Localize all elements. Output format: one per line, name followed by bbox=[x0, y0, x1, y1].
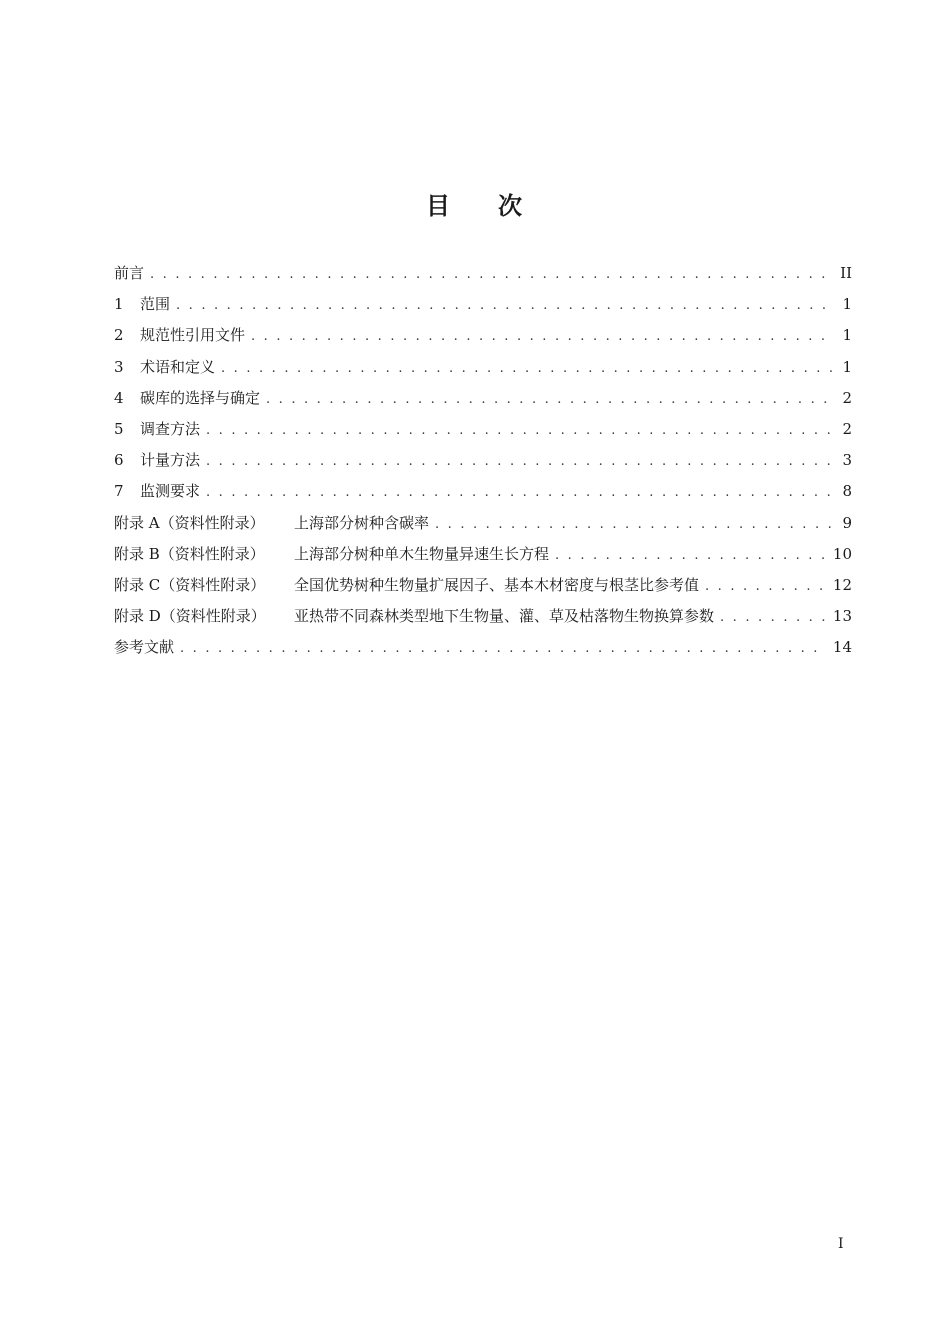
toc-dot-leader bbox=[266, 392, 832, 407]
toc-entry-number: 7 bbox=[114, 482, 124, 501]
toc-title-char-1: 目 bbox=[426, 192, 452, 220]
toc-entry-appendix: 附录 A（资料性附录） bbox=[114, 513, 265, 532]
toc-entry-number: 2 bbox=[114, 326, 124, 345]
toc-entry[interactable] bbox=[114, 262, 852, 293]
toc-entry-page: 1 bbox=[842, 295, 852, 314]
toc-title bbox=[0, 186, 950, 221]
toc-dot-leader bbox=[221, 361, 832, 376]
toc-entry[interactable] bbox=[114, 636, 852, 667]
toc-entry-text: 调查方法 bbox=[140, 419, 201, 438]
toc-entry-label bbox=[114, 262, 144, 283]
toc-entry-number: 5 bbox=[114, 419, 124, 438]
toc-entry[interactable] bbox=[114, 449, 852, 480]
toc-entry-number: 6 bbox=[114, 451, 124, 470]
toc-dot-leader bbox=[180, 641, 827, 656]
toc-entry-page: 2 bbox=[842, 419, 852, 438]
toc-entry-page: 12 bbox=[832, 575, 852, 594]
toc-entry-label bbox=[114, 324, 245, 345]
toc-entry-text: 上海部分树种单木生物量异速生长方程 bbox=[294, 544, 550, 563]
page-number: I bbox=[838, 1236, 844, 1252]
toc-entry[interactable] bbox=[114, 574, 852, 605]
toc-entry-number: 4 bbox=[114, 388, 124, 407]
toc-dot-leader bbox=[555, 548, 827, 563]
toc-entry[interactable] bbox=[114, 418, 852, 449]
toc-dot-leader bbox=[705, 579, 827, 594]
toc-entry-text: 全国优势树种生物量扩展因子、基本木材密度与根茎比参考值 bbox=[294, 575, 700, 594]
toc-entry-text: 术语和定义 bbox=[140, 357, 216, 376]
toc-entry-page: 2 bbox=[842, 388, 852, 407]
toc-entry-text: 规范性引用文件 bbox=[140, 326, 246, 345]
toc-entry[interactable] bbox=[114, 543, 852, 574]
toc-entry-appendix: 附录 C（资料性附录） bbox=[114, 575, 266, 594]
toc-entry-label bbox=[114, 387, 260, 408]
toc-entry-label bbox=[114, 449, 200, 470]
toc-entry-page: 1 bbox=[842, 357, 852, 376]
toc-dot-leader bbox=[206, 454, 832, 469]
toc-entry-label bbox=[114, 418, 200, 439]
toc-entry[interactable] bbox=[114, 605, 852, 636]
toc-entry-number: 1 bbox=[114, 295, 124, 314]
toc-entry[interactable] bbox=[114, 387, 852, 418]
toc-dot-leader bbox=[176, 298, 832, 313]
toc-entry-text: 参考文献 bbox=[114, 638, 175, 657]
toc-entry-page: 3 bbox=[842, 451, 852, 470]
toc-entry-number: 3 bbox=[114, 357, 124, 376]
toc-entry-text: 监测要求 bbox=[140, 482, 201, 501]
toc-entry[interactable] bbox=[114, 356, 852, 387]
toc-entry[interactable] bbox=[114, 480, 852, 511]
toc-entry-page: 8 bbox=[842, 482, 852, 501]
toc-entry-text: 计量方法 bbox=[140, 451, 201, 470]
toc-entry-label bbox=[114, 512, 429, 533]
toc-entry-label bbox=[114, 293, 170, 314]
toc-entry-text: 上海部分树种含碳率 bbox=[294, 513, 430, 532]
toc-dot-leader bbox=[206, 423, 832, 438]
toc-entry-appendix: 附录 D（资料性附录） bbox=[114, 607, 266, 626]
toc-title-char-2: 次 bbox=[498, 192, 524, 220]
toc-entry-page: 10 bbox=[832, 544, 852, 563]
toc-dot-leader bbox=[206, 485, 832, 500]
toc-entry-text: 范围 bbox=[140, 295, 171, 314]
toc-entry-text: 碳库的选择与确定 bbox=[140, 388, 261, 407]
toc-entry[interactable] bbox=[114, 324, 852, 355]
toc-entry-label bbox=[114, 356, 215, 377]
toc-dot-leader bbox=[150, 267, 832, 282]
toc-dot-leader bbox=[435, 517, 832, 532]
toc-entry-page: 13 bbox=[832, 607, 852, 626]
toc-entry-page: II bbox=[840, 264, 852, 282]
toc-dot-leader bbox=[251, 329, 832, 344]
toc-dot-leader bbox=[720, 610, 827, 625]
toc-entry-label bbox=[114, 605, 714, 626]
toc-entry-label bbox=[114, 636, 174, 657]
toc-entry-label bbox=[114, 543, 549, 564]
toc-entry-text: 前言 bbox=[114, 264, 145, 282]
toc-entry-page: 14 bbox=[832, 638, 852, 657]
toc-entry-label bbox=[114, 574, 699, 595]
toc-entry-page: 9 bbox=[842, 513, 852, 532]
toc-entry-appendix: 附录 B（资料性附录） bbox=[114, 544, 265, 563]
toc-entry-label bbox=[114, 480, 200, 501]
toc-entry[interactable] bbox=[114, 512, 852, 543]
toc-list bbox=[114, 262, 852, 667]
toc-entry-page: 1 bbox=[842, 326, 852, 345]
toc-entry-text: 亚热带不同森林类型地下生物量、灌、草及枯落物生物换算参数 bbox=[294, 607, 715, 626]
toc-entry[interactable] bbox=[114, 293, 852, 324]
